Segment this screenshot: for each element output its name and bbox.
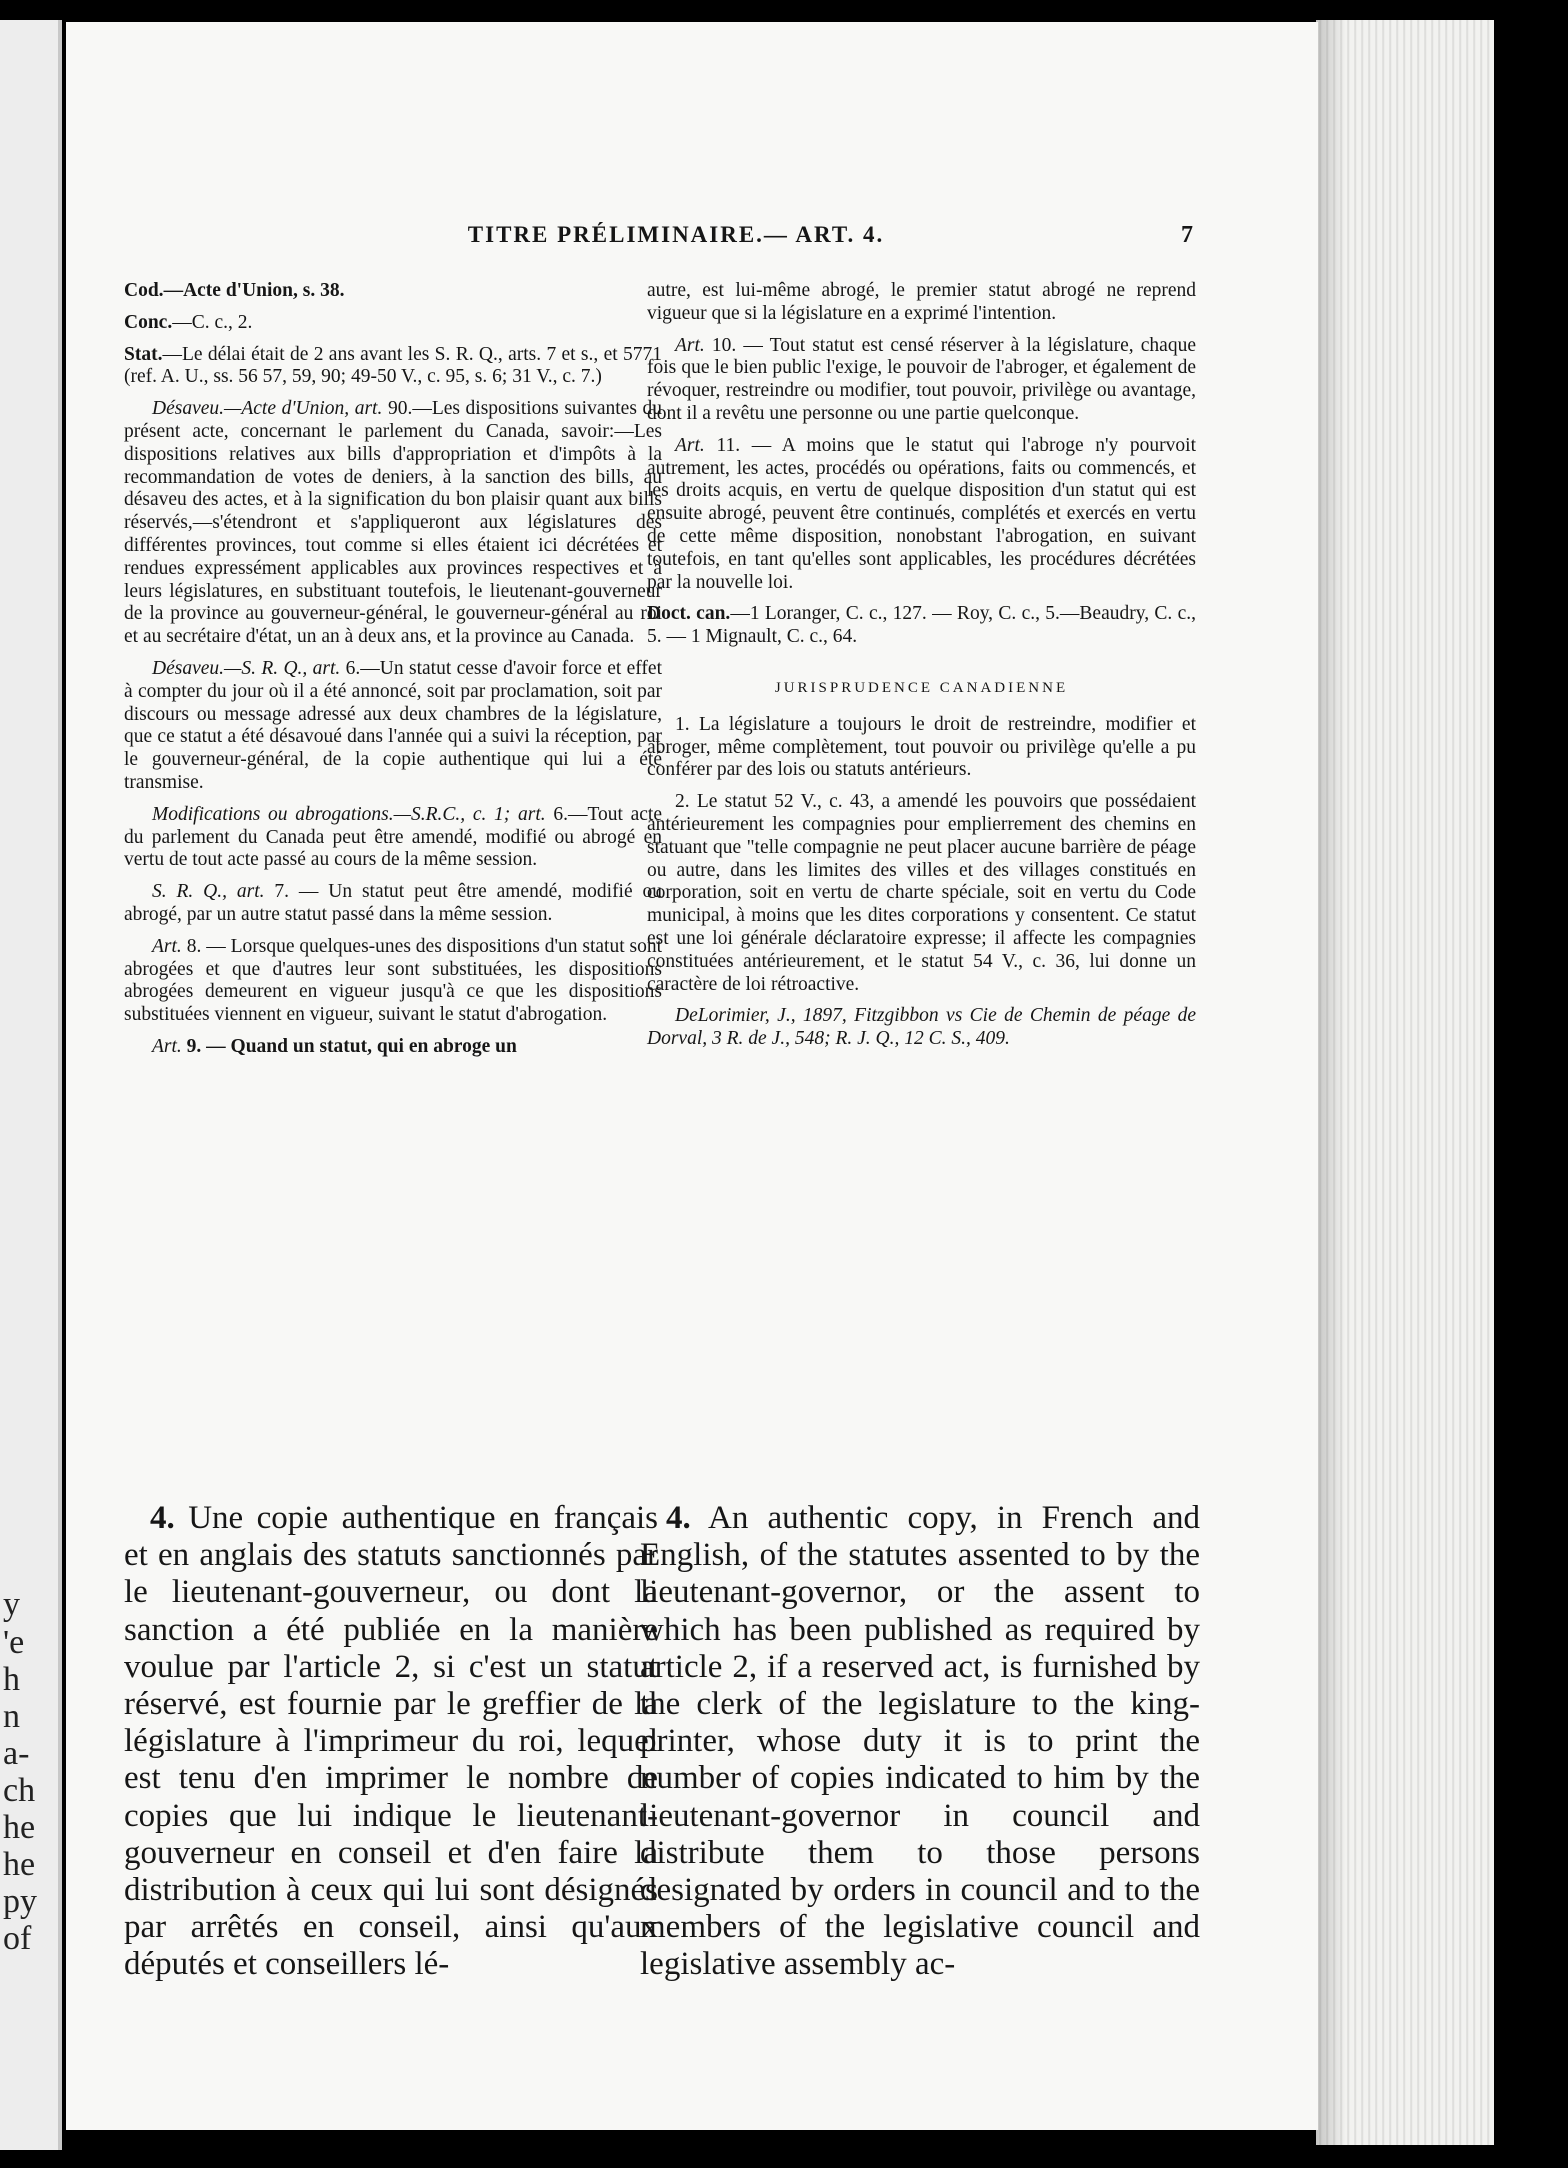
annotation-art8: Art. 8. — Lorsque quelques-unes des dispositions d'un statut sont abrogées et que d'autres leur sont substituées, les dispositions abrogées demeurent en vigueur jusqu'à ce que les dispositions substituées viennent en vigueur, suivant le statut d'abrogation. — [124, 935, 663, 1026]
jurisprudence-citation: DeLorimier, J., 1897, Fitzgibbon vs Cie de Chemin de péage de Dorval, 3 R. de J., 548; R. J. Q., 12 C. S., 409. — [647, 1005, 1196, 1050]
running-head: TITRE PRÉLIMINAIRE.— ART. 4. — [467, 222, 885, 247]
margin-fragment: of — [3, 1920, 32, 1957]
annotation-art9: Art. 9. — Quand un statut, qui en abroge un — [152, 1035, 517, 1057]
annotation-desaveu-acte: Désaveu.—Acte d'Union, art. 90.—Les dispositions suivantes du présent acte, concernant le parlement du Canada, savoir:—Les dispositions relatives aux bills d'appropriation et d'impôts à la recommandation de votes de deniers, à la sanction des bills, au désaveu des actes, et à la signification du bon plaisir quant aux bills réservés,—s'étendront et s'appliqueront aux législatures des différentes provinces, tout comme si elles étaient ici décrétées et rendues expressément applicables aux provinces respectives et à leurs législatures, en substituant toutefois, le lieutenant-gouverneur de la province au gouverneur-général, le gouverneur-général au roi et au secrétaire d'état, un an à deux ans, et la province au Canada. — [124, 398, 662, 648]
annotation-doct-can: Doct. can.—1 Loranger, C. c., 127. — Roy, C. c., 5.—Beaudry, C. c., 5. — 1 Mignault, C. c., 64. — [647, 603, 1197, 648]
article-number: 4. — [150, 1500, 175, 1536]
margin-fragment: py — [3, 1883, 37, 1920]
margin-fragment: he — [3, 1809, 36, 1846]
margin-fragment: a- — [3, 1735, 30, 1772]
annotations-left-column — [124, 280, 662, 1059]
annotation-stat: Stat.—Le délai était de 2 ans avant les S. R. Q., arts. 7 et s., et 5771 (ref. A. U., ss. 56 57, 59, 90; 49-50 V., c. 95, s. 6; 31 V., c. 7.) — [124, 343, 662, 388]
edge-shadow — [1316, 20, 1346, 2145]
facing-page-sliver — [0, 20, 62, 2150]
margin-fragment: 'e — [3, 1624, 25, 1661]
annotation-modifications: Modifications ou abrogations.—S.R.C., c. 1; art. 6.—Tout acte du parlement du Canada peut être amendé, modifié ou abrogé en vertu de tout acte passé au cours de la même session. — [124, 803, 662, 871]
jurisprudence-item: 1. La législature a toujours le droit de restreindre, modifier et abroger, même complètement, tout pouvoir ou privilège qu'elle a pu conférer par des lois ou statuts antérieurs. — [647, 713, 1196, 781]
margin-fragment: h — [3, 1661, 20, 1698]
annotation-srq-art7: S. R. Q., art. 7. — Un statut peut être amendé, modifié ou abrogé, par un autre statut passé dans la même session. — [124, 881, 663, 925]
article-text-french — [124, 1500, 658, 1984]
book-page-edges — [1316, 20, 1494, 2145]
book-page — [66, 22, 1318, 2130]
annotation-art10: Art. 10. — Tout statut est censé réserver à la législature, chaque fois que le bien public l'exige, le pouvoir de l'abroger, et également de révoquer, restreindre ou modifier, tout pouvoir, privilège ou avantage, dont il a revêtu une personne ou une partie quelconque. — [647, 334, 1196, 424]
annotations-right-column — [647, 280, 1196, 1051]
article-paragraph-fr — [124, 1500, 658, 1984]
margin-fragment: n — [3, 1698, 20, 1735]
article-body: Une copie authentique en français et en anglais des statuts sanctionnés par le lieutenant-gouverneur, ou dont la sanction a été publiée en la manière voulue par l'article 2, si c'est un statut réservé, est fournie par le greffier de la législature à l'imprimeur du roi, lequel est tenu d'en imprimer le nombre de copies que lui indique le lieutenant-gouverneur en conseil et d'en faire la distribution à ceux qui lui sont désignés par arrêtés en conseil, ainsi qu'aux députés et conseillers lé- — [124, 1500, 659, 1983]
jurisprudence-item: 2. Le statut 52 V., c. 43, a amendé les pouvoirs que possédaient antérieurement les compagnies pour emplierrement des chemins en statuant que "telle compagnie ne peut placer aucune barrière de péage ou autre, dans les limites des villes et des villages constitués en corporation, soit en vertu de charte spéciale, soit en vertu du Code municipal, à moins que les dites corporations y consentent. Ce statut est une loi générale déclaratoire expresse; il affecte les compagnies constituées antérieurement, et le statut 54 V., c. 36, lui donne un caractère de loi rétroactive. — [647, 791, 1196, 995]
jurisprudence-heading: JURISPRUDENCE CANADIENNE — [774, 679, 1069, 696]
annotation-conc: Conc.—C. c., 2. — [124, 311, 253, 333]
margin-fragment: he — [3, 1846, 36, 1883]
article-number: 4. — [666, 1500, 691, 1536]
page-number: 7 — [1181, 222, 1193, 248]
annotation-desaveu-srq: Désaveu.—S. R. Q., art. 6.—Un statut cesse d'avoir force et effet à compter du jour où il a été annoncé, soit par proclamation, soit par discours ou message adressé aux deux chambres de la législature, que ce statut a été désavoué dans l'année qui a suivi la réception, par le gouverneur-général, de la copie authentique qui lui a été transmise. — [124, 657, 662, 793]
article-paragraph-en — [640, 1500, 1200, 1984]
article-text-english — [640, 1500, 1200, 1984]
facing-page-edge — [58, 20, 62, 2150]
article-body: An authentic copy, in French and English, of the statutes assented to by the lieutenant-governor, or the assent to which has been published as required by article 2, if a reserved act, is furnished by the clerk of the legislature to the king-printer, whose duty it is to print the number of copies indicated to him by the lieutenant-governor in council and distribute them to those persons designated by orders in council and to the members of the legislative council and legislative assembly ac- — [640, 1500, 1200, 1983]
annotation-art11: Art. 11. — A moins que le statut qui l'abroge n'y pourvoit autrement, les actes, procédés ou opérations, faits ou commencés, et les droits acquis, en vertu de quelque disposition d'un statut qui est ensuite abrogé, peuvent être continués, complétés et exercés en vertu de cette même disposition, nonobstant l'abrogation, en suivant toutefois, en tant qu'elles sont applicables, les procédures décrétées par la nouvelle loi. — [647, 434, 1196, 593]
margin-fragment: y — [3, 1586, 20, 1623]
annotation-cod: Cod.—Acte d'Union, s. 38. — [124, 280, 345, 301]
annotation-art9-continued: autre, est lui-même abrogé, le premier statut abrogé ne reprend vigueur que si la législature en a exprimé l'intention. — [647, 280, 1196, 324]
margin-fragment: ch — [3, 1772, 36, 1809]
